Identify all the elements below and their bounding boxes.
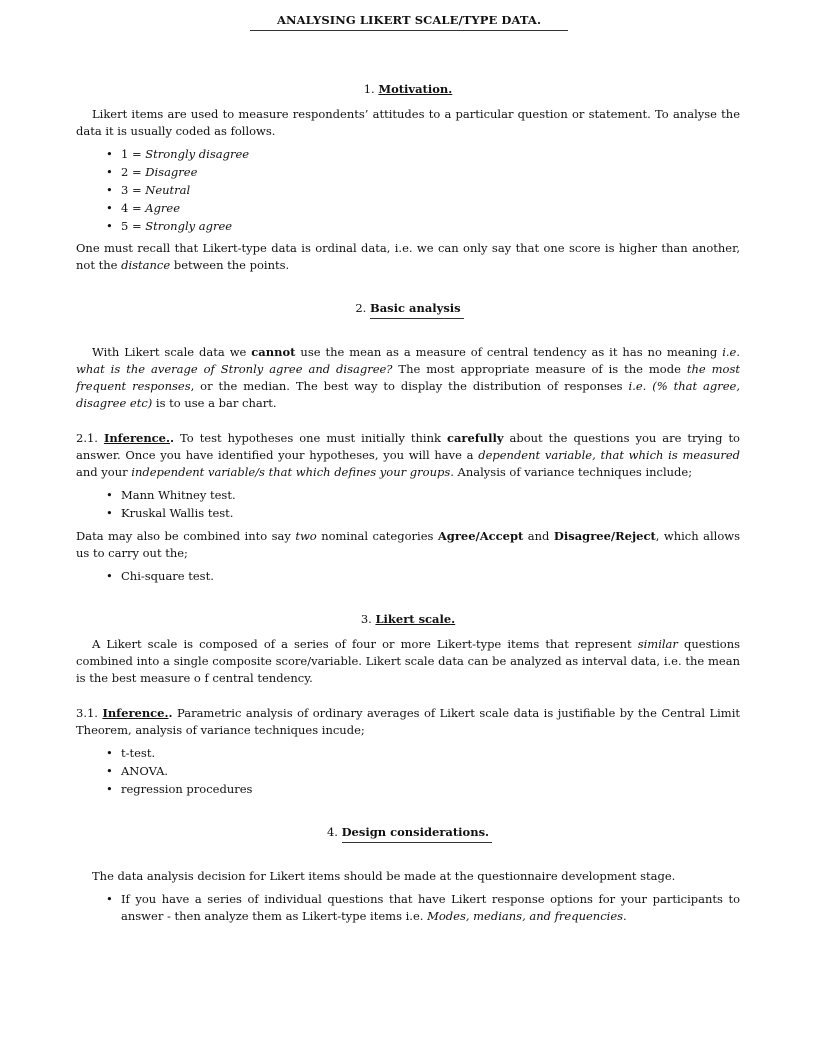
parametric-item-2 — [106, 763, 740, 780]
section-3-heading — [0, 612, 816, 626]
section-2-label: Basic analysis — [369, 301, 461, 315]
section-2-1-paragraph — [76, 430, 740, 481]
section-3-label: Likert scale. — [375, 612, 456, 626]
recall-text-end: between the points. — [170, 258, 290, 272]
test-label: Chi-square test. — [121, 569, 214, 583]
text-run: , or the median. The best way to display the distribution of responses — [190, 379, 629, 393]
section-2-paragraph-3 — [76, 528, 740, 562]
test-label: ANOVA. — [121, 764, 169, 778]
code-item-4 — [106, 200, 740, 217]
section-4-heading — [0, 825, 816, 839]
bullet-icon: • — [106, 746, 113, 760]
text-run: , which allows us to carry out the; — [76, 529, 741, 560]
document-title: ANALYSING LIKERT SCALE/TYPE DATA. — [250, 13, 568, 31]
code-item-2 — [106, 164, 740, 181]
bullet-icon: • — [106, 506, 113, 520]
text-run: about the questions you are trying to answer. Once you have identified your hypotheses, you will have a — [76, 431, 740, 462]
section-2-rule — [370, 318, 464, 319]
section-3-number: 3. — [360, 612, 372, 626]
bullet-icon: • — [106, 764, 113, 778]
subsection-label: Inference. — [102, 706, 169, 720]
category-disagree: Disagree/Reject — [553, 529, 656, 543]
bullet-icon: • — [106, 569, 113, 583]
test-label: Mann Whitney test. — [121, 488, 236, 502]
text-run: To test hypotheses one must initially think — [174, 431, 447, 445]
test-item-2 — [106, 505, 740, 522]
section-2-paragraph-1 — [76, 344, 740, 412]
subsection-label: Inference. — [103, 431, 171, 445]
section-4-number: 4. — [326, 825, 338, 839]
code-label: Disagree — [145, 165, 198, 179]
bullet-icon: • — [106, 892, 113, 906]
text-run: nominal categories — [316, 529, 438, 543]
section-1-recall — [76, 240, 740, 274]
code-item-5 — [106, 218, 740, 235]
recall-text: One must recall that Likert-type data is ordinal data, i.e. we can only say that one score is higher than another, not the — [76, 241, 740, 272]
bullet-icon: • — [106, 147, 113, 161]
section-4-paragraph-1: The data analysis decision for Likert items should be made at the questionnaire development stage. — [92, 869, 676, 883]
code-label: Neutral — [145, 183, 191, 197]
code-value: 2 = — [121, 165, 146, 179]
test-label: Kruskal Wallis test. — [121, 506, 234, 520]
italic-distribution: i.e. (% that agree, disagree etc) — [76, 379, 740, 410]
section-4-label: Design considerations. — [341, 825, 490, 839]
bullet-icon: • — [106, 782, 113, 796]
code-value: 4 = — [121, 201, 146, 215]
test-label: t-test. — [121, 746, 156, 760]
italic-modes: Modes, medians, and frequencies — [427, 909, 624, 923]
recall-emphasis: distance — [121, 258, 171, 272]
italic-question: i.e. what is the average of Stronly agree and disagree? — [76, 345, 740, 376]
subsection-number: 2.1. — [76, 431, 98, 445]
parametric-item-1 — [106, 745, 740, 762]
category-agree: Agree/Accept — [437, 529, 524, 543]
test-item-1 — [106, 487, 740, 504]
text-run: and — [523, 529, 554, 543]
bullet-icon: • — [106, 165, 113, 179]
code-value: 5 = — [121, 219, 146, 233]
bullet-icon: • — [106, 183, 113, 197]
section-1-number: 1. — [363, 82, 375, 96]
section-1-heading — [0, 82, 816, 96]
code-item-1 — [106, 146, 740, 163]
italic-independent-variable: independent variable/s that which defines your groups — [131, 465, 451, 479]
italic-similar: similar — [637, 637, 678, 651]
text-run: A Likert scale is composed of a series of four or more Likert-type items that represent — [92, 637, 638, 651]
text-run: . Analysis of variance techniques include; — [450, 465, 693, 479]
code-label: Strongly disagree — [145, 147, 250, 161]
text-run: questions combined into a single composite score/variable. Likert scale data can be analyzed as interval data, i.e. the mean is the best measure o f central tendency. — [76, 637, 740, 685]
section-2-heading — [0, 301, 816, 315]
emphasis-carefully: carefully — [446, 431, 504, 445]
test-label: regression procedures — [121, 782, 253, 796]
section-2-number: 2. — [355, 301, 367, 315]
subsection-dot: . — [168, 706, 173, 720]
text-run: use the mean as a measure of central tendency as it has no meaning — [295, 345, 723, 359]
italic-two: two — [295, 529, 317, 543]
text-run: The most appropriate measure of is the mode — [392, 362, 687, 376]
code-label: Strongly agree — [145, 219, 233, 233]
code-item-3 — [106, 182, 740, 199]
code-label: Agree — [145, 201, 181, 215]
section-1-label: Motivation. — [378, 82, 453, 96]
text-run: is to use a bar chart. — [152, 396, 277, 410]
parametric-item-3 — [106, 781, 740, 798]
section-3-paragraph-1 — [76, 636, 740, 687]
code-value: 3 = — [121, 183, 146, 197]
text-run: Data may also be combined into say — [76, 529, 296, 543]
text-run: . — [623, 909, 627, 923]
text-run: With Likert scale data we — [92, 345, 252, 359]
design-item-text — [121, 891, 740, 925]
chi-square-item — [106, 568, 740, 585]
text-run: If you have a series of individual questions that have Likert response options for your participants to answer - then analyze them as Likert-type items i.e. — [121, 892, 740, 923]
italic-mode: the most frequent responses — [76, 362, 740, 393]
design-item-1 — [106, 891, 740, 925]
emphasis-cannot: cannot — [251, 345, 296, 359]
section-3-1-paragraph — [76, 705, 740, 739]
bullet-icon: • — [106, 219, 113, 233]
subsection-dot: . — [170, 431, 175, 445]
code-value: 1 = — [121, 147, 146, 161]
subsection-number: 3.1. — [76, 706, 98, 720]
bullet-icon: • — [106, 201, 113, 215]
section-1-intro: Likert items are used to measure respondents’ attitudes to a particular question or statement. To analyse the data it is usually coded as follows. — [76, 107, 740, 138]
italic-dependent-variable: dependent variable, that which is measured — [478, 448, 741, 462]
section-4-rule — [342, 842, 492, 843]
text-run: Parametric analysis of ordinary averages of Likert scale data is justifiable by the Central Limit Theorem, analysis of variance techniques incude; — [76, 706, 741, 737]
text-run: and your — [76, 465, 132, 479]
bullet-icon: • — [106, 488, 113, 502]
